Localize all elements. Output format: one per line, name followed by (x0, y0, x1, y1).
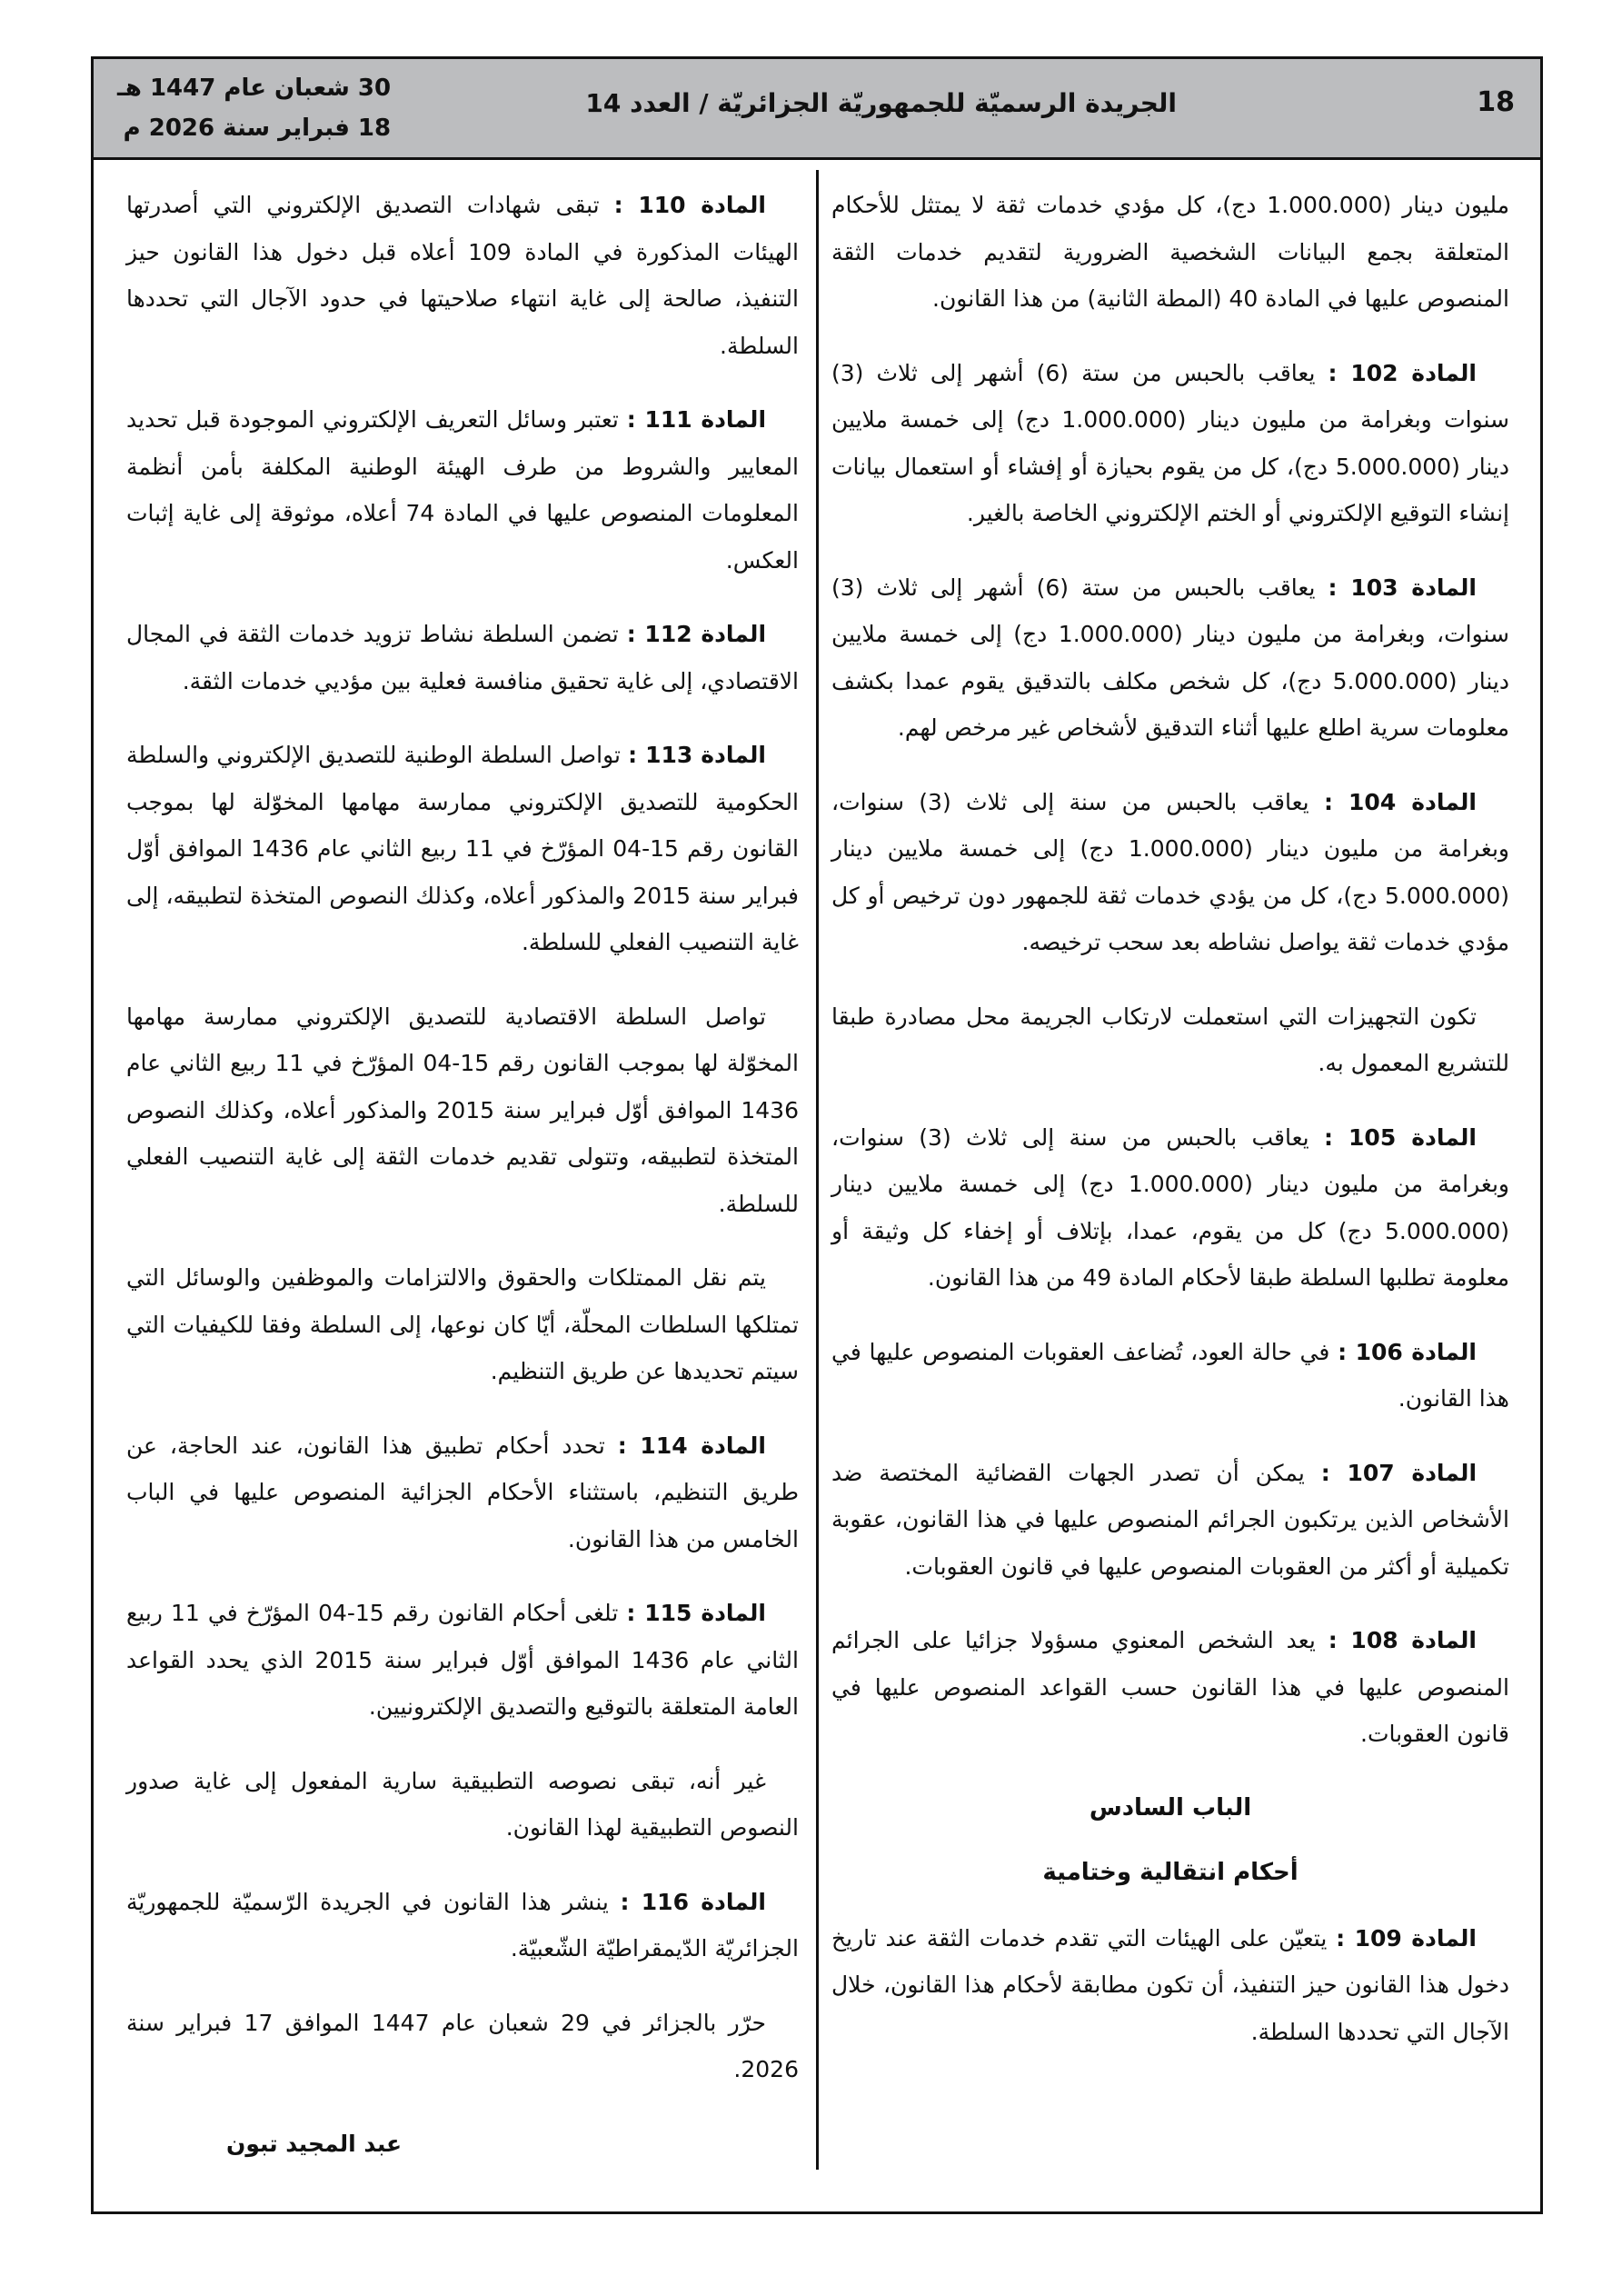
article-text: يعاقب بالحبس من ستة (6) أشهر إلى ثلاث (3) سنوات وبغرامة من مليون دينار (1.000.000 دج) إلى خمسة ملايين دينار (5.000.000 دج)، كل من يقوم بحيازة أو إفشاء أو استعمال بيانات إنشاء التوقيع الإلكتروني أو الختم الإلكتروني الخاصة بالغير. (831, 359, 1510, 526)
article-label: المادة 106 : (1338, 1338, 1477, 1365)
article-108 (831, 1617, 1509, 1758)
right-column (831, 182, 1509, 2082)
article-105 (831, 1114, 1509, 1302)
article-103 (831, 564, 1509, 752)
paragraph: غير أنه، تبقى نصوصه التطبيقية سارية المفعول إلى غاية صدور النصوص التطبيقية لهذا القانون. (126, 1767, 799, 1841)
article-107 (831, 1450, 1509, 1591)
article-112 (126, 611, 799, 704)
article-114 (126, 1423, 799, 1563)
article-label: المادة 112 : (626, 621, 767, 647)
gregorian-date: 18 فبراير سنة 2026 م (123, 115, 392, 142)
paragraph: يتم نقل الممتلكات والحقوق والالتزامات والموظفين والوسائل التي تمتلكها السلطات المحلّة، أيّا كان نوعها، إلى السلطة وفقا للكيفيات التي سيتم تحديدها عن طريق التنظيم. (126, 1264, 799, 1384)
article-label: المادة 102 : (1328, 359, 1477, 386)
article-text: يمكن أن تصدر الجهات القضائية المختصة ضد الأشخاص الذين يرتكبون الجرائم المنصوص عليها في هذا القانون، عقوبة تكميلية أو أكثر من العقوبات المنصوص عليها في قانون العقوبات. (831, 1459, 1509, 1580)
article-115 (126, 1590, 799, 1731)
article-text: تبقى شهادات التصديق الإلكتروني التي أصدرتها الهيئات المذكورة في المادة 109 أعلاه قبل دخول هذا القانون حيز التنفيذ، صالحة إلى غاية انتهاء صلاحيتها في حدود الآجال التي تحددها السلطة. (126, 192, 799, 359)
article-label: المادة 116 : (620, 1888, 766, 1915)
article-label: المادة 113 : (628, 742, 766, 768)
hijri-date: 30 شعبان عام 1447 هـ (117, 75, 392, 102)
article-label: المادة 111 : (626, 406, 767, 433)
paragraph: تكون التجهيزات التي استعملت لارتكاب الجريمة محل مصادرة طبقا للتشريع المعمول به. (831, 1003, 1509, 1076)
article-text: يعاقب بالحبس من ستة (6) أشهر إلى ثلاث (3) سنوات، وبغرامة من مليون دينار (1.000.000 دج) إلى خمسة ملايين دينار (5.000.000 دج)، كل شخص مكلف بالتدقيق يقوم عمدا بكشف معلومات سرية اطلع عليها أثناء التدقيق لأشخاص غير مرخص لهم. (831, 574, 1509, 741)
gazette-title: الجريدة الرسميّة للجمهوريّة الجزائريّة / العدد 14 (585, 88, 1177, 118)
article-110 (126, 182, 799, 369)
article-109 (831, 1915, 1509, 2056)
article-text: تضمن السلطة نشاط تزويد خدمات الثقة في المجال الاقتصادي، إلى غاية تحقيق منافسة فعلية بين مؤديي خدمات الثقة. (126, 621, 799, 694)
chapter-subtitle: أحكام انتقالية وختامية (1042, 1859, 1299, 1886)
article-111 (126, 396, 799, 584)
article-text: ينشر هذا القانون في الجريدة الرّسميّة للجمهوريّة الجزائريّة الدّيمقراطيّة الشّعبيّة. (126, 1888, 799, 1962)
article-label: المادة 110 : (613, 192, 766, 218)
page-header (94, 59, 1540, 160)
article-text: يعاقب بالحبس من سنة إلى ثلاث (3) سنوات، وبغرامة من مليون دينار (1.000.000 دج) إلى خمسة ملايين دينار (5.000.000 دج)، كل من يؤدي خدمات ثقة للجمهور دون ترخيص أو كل مؤدي خدمات ثقة يواصل نشاطه بعد سحب ترخيصه. (831, 788, 1509, 955)
article-text: يتعيّن على الهيئات التي تقدم خدمات الثقة عند تاريخ دخول هذا القانون حيز التنفيذ، أن تكون مطابقة لأحكام هذا القانون، خلال الآجال التي تحددها السلطة. (831, 1924, 1509, 2045)
article-text: يعد الشخص المعنوي مسؤولا جزائيا على الجرائم المنصوص عليها في هذا القانون حسب القواعد المنصوص عليها في قانون العقوبات. (831, 1627, 1509, 1747)
paragraph: مليون دينار (1.000.000 دج)، كل مؤدي خدمات ثقة لا يمتثل للأحكام المتعلقة بجمع البيانات الشخصية الضرورية لتقديم خدمات الثقة المنصوص عليها في المادة 40 (المطة الثانية) من هذا القانون. (831, 192, 1509, 312)
chapter-title: الباب السادس (1089, 1793, 1252, 1822)
article-text: يعاقب بالحبس من سنة إلى ثلاث (3) سنوات، وبغرامة من مليون دينار (1.000.000 دج) إلى خمسة ملايين دينار (5.000.000 دج) كل من يقوم، عمدا، بإتلاف أو إخفاء كل وثيقة أو معلومة تطلبها السلطة طبقا لأحكام المادة 49 من هذا القانون. (831, 1123, 1509, 1291)
article-104 (831, 779, 1509, 966)
issue-date (117, 68, 391, 148)
column-divider (816, 170, 819, 2170)
article-113 (126, 732, 799, 966)
article-text: تحدد أحكام تطبيق هذا القانون، عند الحاجة، عن طريق التنظيم، باستثناء الأحكام الجزائية المنصوص عليها في الباب الخامس من هذا القانون. (126, 1432, 799, 1552)
page-frame (91, 56, 1543, 2214)
left-column (126, 182, 799, 2167)
article-label: المادة 115 : (626, 1600, 767, 1626)
article-label: المادة 103 : (1328, 574, 1477, 601)
done-at: حرّر بالجزائر في 29 شعبان عام 1447 الموافق 17 فبراير سنة 2026. (126, 2009, 799, 2082)
article-label: المادة 104 : (1323, 788, 1477, 815)
article-label: المادة 114 : (617, 1432, 766, 1459)
article-106 (831, 1329, 1509, 1423)
article-label: المادة 108 : (1328, 1627, 1477, 1653)
article-label: المادة 107 : (1320, 1459, 1478, 1486)
page-number: 18 (1477, 86, 1515, 118)
article-116 (126, 1879, 799, 1972)
signature: عبد المجيد تبون (226, 2130, 403, 2157)
article-label: المادة 105 : (1323, 1123, 1477, 1151)
article-102 (831, 350, 1509, 537)
article-text: في حالة العود، تُضاعف العقوبات المنصوص عليها في هذا القانون. (831, 1338, 1509, 1412)
article-text: تلغى أحكام القانون رقم 15-04 المؤرّخ في 11 ربيع الثاني عام 1436 الموافق أوّل فبراير سنة 2015 الذي يحدد القواعد العامة المتعلقة بالتوقيع والتصديق الإلكترونيين. (126, 1600, 799, 1720)
article-label: المادة 109 : (1336, 1924, 1477, 1952)
article-text: تواصل السلطة الوطنية للتصديق الإلكتروني والسلطة الحكومية للتصديق الإلكتروني ممارسة مهامها المخوّلة لها بموجب القانون رقم 15-04 المؤرّخ في 11 ربيع الثاني عام 1436 الموافق أوّل فبراير سنة 2015 والمذكور أعلاه، وكذلك النصوص المتخذة لتطبيقه، إلى غاية التنصيب الفعلي للسلطة. (126, 742, 799, 955)
paragraph: تواصل السلطة الاقتصادية للتصديق الإلكتروني ممارسة مهامها المخوّلة لها بموجب القانون رقم 15-04 المؤرّخ في 11 ربيع الثاني عام 1436 الموافق أوّل فبراير سنة 2015 والمذكور أعلاه، وكذلك النصوص المتخذة لتطبيقه، وتتولى تقديم خدمات الثقة إلى غاية التنصيب الفعلي للسلطة. (126, 1003, 799, 1217)
article-text: تعتبر وسائل التعريف الإلكتروني الموجودة قبل تحديد المعايير والشروط من طرف الهيئة الوطنية المكلفة بأمن أنظمة المعلومات المنصوص عليها في المادة 74 أعلاه، موثوقة إلى غاية إثبات العكس. (126, 406, 799, 574)
